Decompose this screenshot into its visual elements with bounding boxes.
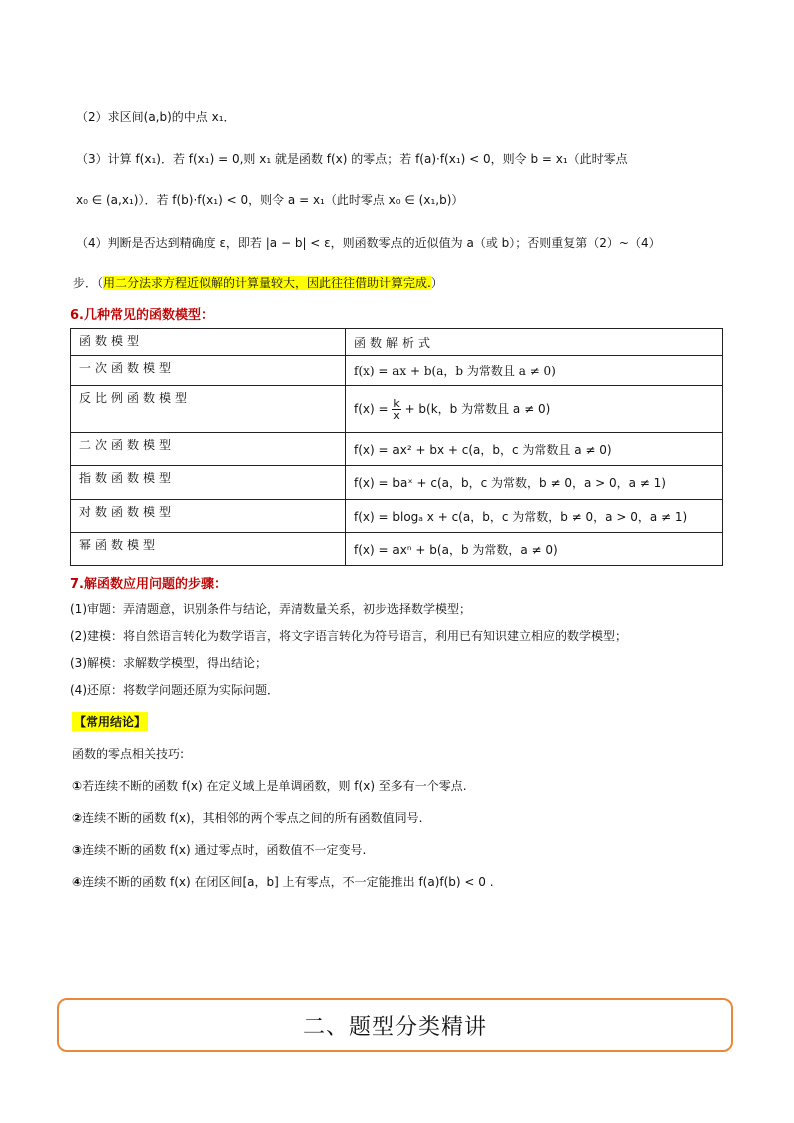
circled-number: ② xyxy=(72,811,83,825)
function-models-table xyxy=(70,328,723,566)
conclusion-item xyxy=(72,841,366,858)
table-row xyxy=(71,433,723,466)
table-row xyxy=(71,466,723,500)
model-name: 一次函数模型 xyxy=(71,356,346,386)
step-3-line-2: x₀ ∈ (a,x₁)）．若 f(b)·f(x₁) < 0，则令 a = x₁（此时零点 x₀ ∈ (x₁,b)） xyxy=(76,193,464,207)
conclusion-item xyxy=(72,777,467,794)
model-formula: f(x) = ax² + bx + c(a，b，c 为常数且 a ≠ 0) xyxy=(346,433,723,466)
step-2: （2）求区间(a,b)的中点 x₁． xyxy=(76,110,236,124)
model-name: 对数函数模型 xyxy=(71,500,346,533)
model-formula xyxy=(346,386,723,433)
table-header-row xyxy=(71,329,723,356)
model-name: 指数函数模型 xyxy=(71,466,346,500)
formula-suffix: + b(k，b 为常数且 a ≠ 0) xyxy=(400,401,551,416)
conclusion-text: 连续不断的函数 f(x) 通过零点时，函数值不一定变号. xyxy=(82,843,367,857)
table-row xyxy=(71,386,723,433)
table-row xyxy=(71,500,723,533)
section-6-heading: 6.几种常见的函数模型： xyxy=(70,308,214,323)
procedure-step: (1)审题：弄清题意，识别条件与结论，弄清数量关系，初步选择数学模型； xyxy=(70,602,472,616)
conclusion-text: 连续不断的函数 f(x)，其相邻的两个零点之间的所有函数值同号. xyxy=(82,811,423,825)
model-formula: f(x) = ax + b(a，b 为常数且 a ≠ 0) xyxy=(346,356,723,386)
common-conclusions-tag: 【常用结论】 xyxy=(72,712,148,731)
step-3-line-1: （3）计算 f(x₁)．若 f(x₁) = 0,则 x₁ 就是函数 f(x) 的零点；若 f(a)·f(x₁) < 0，则令 b = x₁（此时零点 xyxy=(76,152,628,166)
header-model: 函数模型 xyxy=(71,329,346,356)
conclusion-item xyxy=(72,809,423,826)
step-4-prefix: 步．（ xyxy=(73,276,104,290)
procedure-step: (2)建模：将自然语言转化为数学语言，将文字语言转化为符号语言，利用已有知识建立相应的数学模型； xyxy=(70,629,628,643)
circled-number: ① xyxy=(72,779,83,793)
fraction-denominator: x xyxy=(393,408,400,422)
model-formula: f(x) = axⁿ + b(a，b 为常数，a ≠ 0) xyxy=(346,533,723,566)
model-name: 幂函数模型 xyxy=(71,533,346,566)
conclusion-item xyxy=(72,873,494,890)
circled-number: ④ xyxy=(72,875,83,889)
model-name: 反比例函数模型 xyxy=(71,386,346,433)
conclusions-intro: 函数的零点相关技巧: xyxy=(72,747,185,761)
table-row xyxy=(71,533,723,566)
fraction xyxy=(392,398,400,421)
model-formula: f(x) = blogₐ x + c(a，b，c 为常数，b ≠ 0，a > 0，a ≠ 1) xyxy=(346,500,723,533)
formula-prefix: f(x) = xyxy=(354,401,393,416)
header-formula: 函数解析式 xyxy=(346,329,723,356)
conclusion-text: 若连续不断的函数 f(x) 在定义域上是单调函数，则 f(x) 至多有一个零点. xyxy=(82,779,467,793)
section-7-heading: 7.解函数应用问题的步骤： xyxy=(70,577,227,592)
section-banner xyxy=(57,998,733,1052)
model-name: 二次函数模型 xyxy=(71,433,346,466)
highlighted-note: 用二分法求方程近似解的计算量较大，因此往往借助计算完成. xyxy=(103,276,431,290)
step-4-line-2 xyxy=(73,274,723,291)
procedure-step: (3)解模：求解数学模型，得出结论； xyxy=(70,656,267,670)
step-4-suffix: ） xyxy=(430,276,443,290)
step-4-line-1: （4）判断是否达到精确度 ε，即若 |a − b| < ε，则函数零点的近似值为 a（或 b）；否则重复第（2）~（4） xyxy=(76,236,661,250)
table-row xyxy=(71,356,723,386)
procedure-step: (4)还原：将数学问题还原为实际问题． xyxy=(70,683,279,697)
circled-number: ③ xyxy=(72,843,83,857)
fraction-numerator: k xyxy=(393,396,400,410)
banner-title: 二、题型分类精讲 xyxy=(302,1014,487,1040)
model-formula: f(x) = baˣ + c(a，b，c 为常数，b ≠ 0，a > 0，a ≠ 1) xyxy=(346,466,723,500)
conclusion-text: 连续不断的函数 f(x) 在闭区间[a，b] 上有零点，不一定能推出 f(a)f(b) < 0 . xyxy=(82,875,494,889)
